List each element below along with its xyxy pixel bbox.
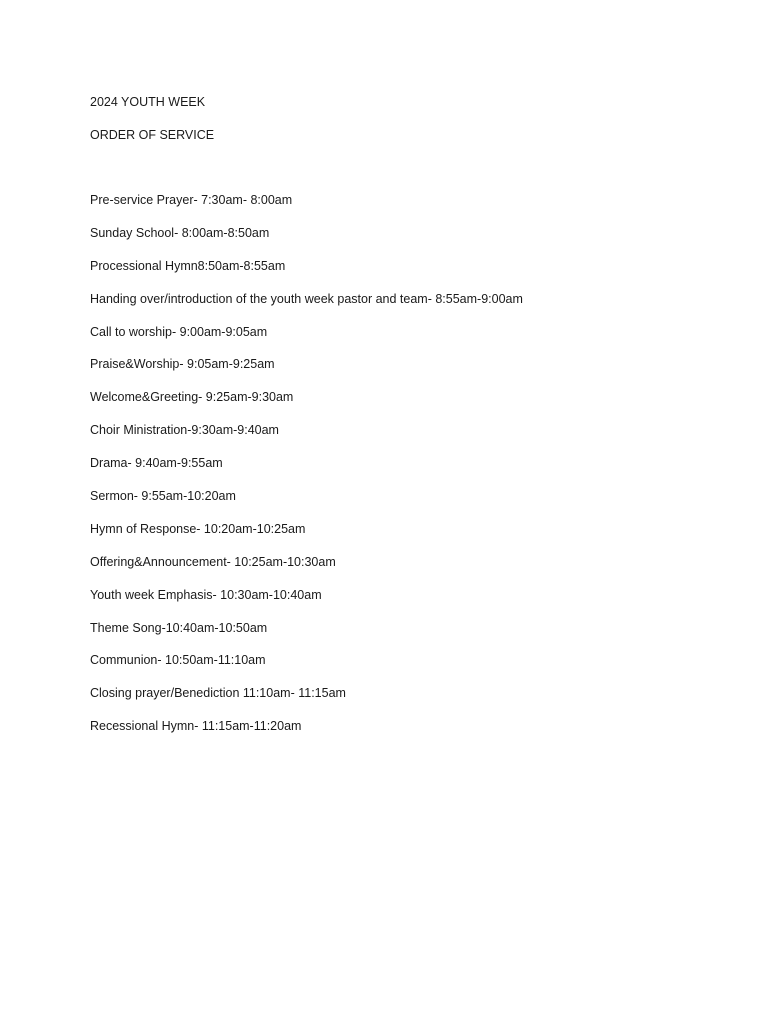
schedule-item: Offering&Announcement- 10:25am-10:30am (90, 554, 336, 569)
schedule-item: Communion- 10:50am-11:10am (90, 653, 266, 668)
schedule-item: Drama- 9:40am-9:55am (90, 456, 223, 471)
service-schedule (90, 192, 730, 734)
document-body (90, 94, 730, 751)
schedule-item: Pre-service Prayer- 7:30am- 8:00am (90, 193, 293, 207)
schedule-item: Recessional Hymn- 11:15am-11:20am (90, 719, 302, 734)
schedule-item: Sermon- 9:55am-10:20am (90, 489, 236, 504)
schedule-item: Welcome&Greeting- 9:25am-9:30am (90, 390, 294, 405)
document-title: 2024 YOUTH WEEK (90, 95, 206, 109)
schedule-item: Theme Song-10:40am-10:50am (90, 620, 268, 635)
schedule-item: Processional Hymn8:50am-8:55am (90, 258, 286, 273)
schedule-item: Closing prayer/Benediction 11:10am- 11:15am (90, 686, 346, 701)
schedule-item: Sunday School- 8:00am-8:50am (90, 225, 270, 240)
document-subtitle: ORDER OF SERVICE (90, 128, 215, 142)
schedule-item: Choir Ministration-9:30am-9:40am (90, 423, 279, 438)
schedule-item: Youth week Emphasis- 10:30am-10:40am (90, 587, 322, 602)
schedule-item: Hymn of Response- 10:20am-10:25am (90, 521, 306, 536)
schedule-item: Handing over/introduction of the youth week pastor and team- 8:55am-9:00am (90, 291, 523, 306)
schedule-item: Call to worship- 9:00am-9:05am (90, 324, 268, 339)
schedule-item: Praise&Worship- 9:05am-9:25am (90, 357, 275, 372)
